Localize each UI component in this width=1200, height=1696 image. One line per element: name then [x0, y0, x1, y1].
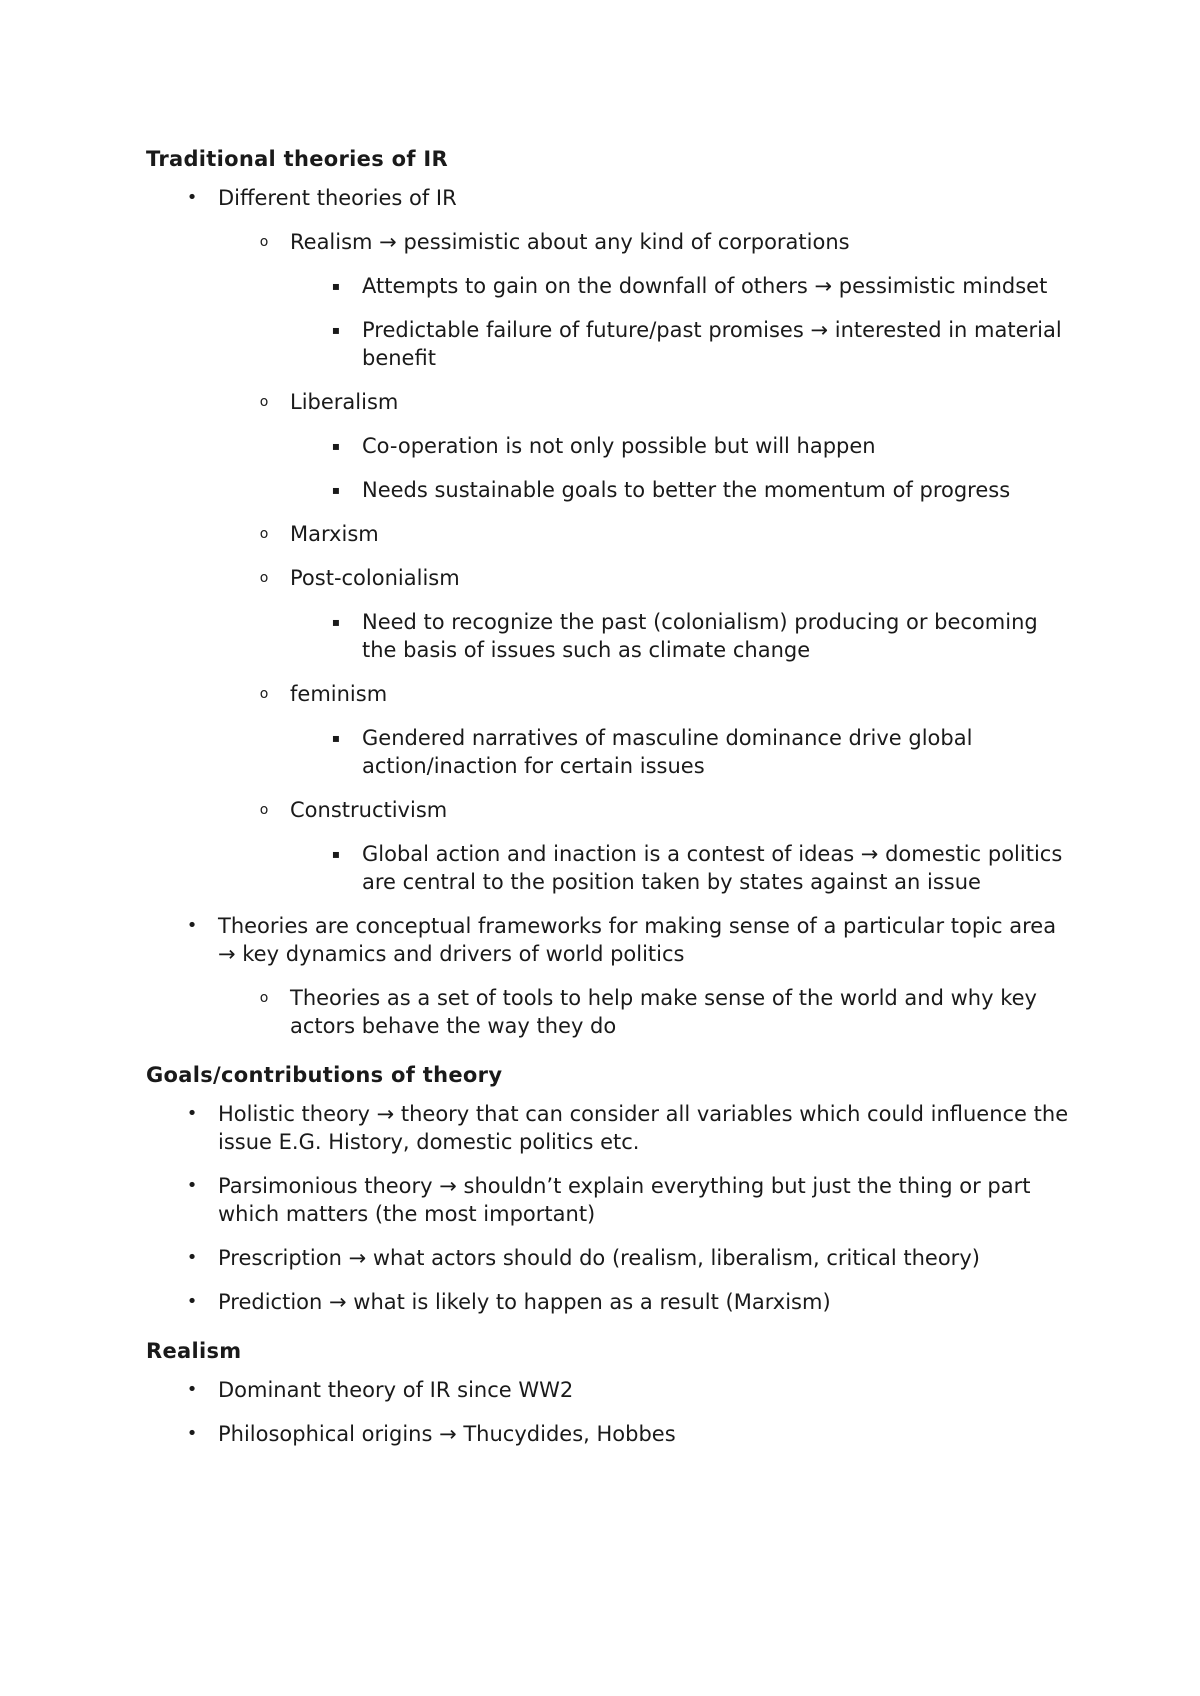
- section: [146, 1332, 1076, 1448]
- circle-marker: o: [259, 234, 269, 250]
- bullet-marker: •: [186, 187, 198, 208]
- circle-marker: o: [259, 990, 269, 1006]
- list-item-level-3: [142, 272, 1076, 300]
- list-item-text: Realism → pessimistic about any kind of corporations: [290, 230, 850, 254]
- square-marker: ▪: [331, 731, 341, 745]
- list-item-text: Co-operation is not only possible but will happen: [362, 434, 876, 458]
- square-marker: ▪: [331, 483, 341, 497]
- list-item-level-3: [142, 316, 1076, 372]
- list-item-level-2: [144, 388, 1076, 504]
- section-heading: Traditional theories of IR: [146, 147, 448, 171]
- bullet-list-level-1: [146, 1376, 1076, 1448]
- list-item-level-1: [146, 1244, 1076, 1272]
- bullet-marker: •: [186, 1247, 198, 1268]
- bullet-list-level-1: [146, 1100, 1076, 1316]
- list-item-level-2: [144, 564, 1076, 664]
- bullet-list-level-3: [290, 608, 1076, 664]
- bullet-list-level-3: [290, 272, 1076, 372]
- list-item-text: Constructivism: [290, 798, 448, 822]
- list-item-level-2: [144, 520, 1076, 548]
- list-item-text: Predictable failure of future/past promises → interested in material benefit: [362, 318, 1062, 370]
- list-item-level-1: [146, 1376, 1076, 1404]
- section-heading: Goals/contributions of theory: [146, 1063, 503, 1087]
- list-item-level-2: [144, 680, 1076, 780]
- bullet-marker: •: [186, 1423, 198, 1444]
- bullet-list-level-2: [218, 228, 1076, 896]
- bullet-marker: •: [186, 1291, 198, 1312]
- list-item-text: Parsimonious theory → shouldn’t explain everything but just the thing or part which matters (the most important): [218, 1174, 1031, 1226]
- list-item-level-1: [146, 1172, 1076, 1228]
- bullet-list-level-3: [290, 840, 1076, 896]
- circle-marker: o: [259, 394, 269, 410]
- list-item-text: Theories are conceptual frameworks for making sense of a particular topic area → key dynamics and drivers of world politics: [218, 914, 1057, 966]
- list-item-text: Prescription → what actors should do (realism, liberalism, critical theory): [218, 1246, 980, 1270]
- list-item-text: Liberalism: [290, 390, 399, 414]
- list-item-text: Theories as a set of tools to help make sense of the world and why key actors behave the way they do: [290, 986, 1037, 1038]
- list-item-level-2: [144, 228, 1076, 372]
- list-item-text: Dominant theory of IR since WW2: [218, 1378, 574, 1402]
- square-marker: ▪: [331, 323, 341, 337]
- circle-marker: o: [259, 526, 269, 542]
- list-item-level-1: [146, 184, 1076, 896]
- list-item-level-3: [142, 608, 1076, 664]
- list-item-text: Holistic theory → theory that can consider all variables which could influence the issue E.G. History, domestic politics etc.: [218, 1102, 1069, 1154]
- list-item-text: Prediction → what is likely to happen as a result (Marxism): [218, 1290, 831, 1314]
- section: [146, 140, 1076, 1040]
- bullet-marker: •: [186, 1379, 198, 1400]
- bullet-marker: •: [186, 915, 198, 936]
- bullet-marker: •: [186, 1175, 198, 1196]
- list-item-text: Philosophical origins → Thucydides, Hobbes: [218, 1422, 676, 1446]
- list-item-level-1: [146, 1288, 1076, 1316]
- section-heading: Realism: [146, 1339, 242, 1363]
- list-item-text: feminism: [290, 682, 388, 706]
- list-item-level-3: [142, 840, 1076, 896]
- square-marker: ▪: [331, 847, 341, 861]
- list-item-text: Different theories of IR: [218, 186, 457, 210]
- list-item-text: Needs sustainable goals to better the momentum of progress: [362, 478, 1011, 502]
- square-marker: ▪: [331, 279, 341, 293]
- list-item-level-3: [142, 476, 1076, 504]
- list-item-text: Post-colonialism: [290, 566, 460, 590]
- square-marker: ▪: [331, 439, 341, 453]
- list-item-text: Gendered narratives of masculine dominance drive global action/inaction for certain issues: [362, 726, 973, 778]
- list-item-level-3: [142, 432, 1076, 460]
- list-item-level-2: [144, 796, 1076, 896]
- section: [146, 1056, 1076, 1316]
- bullet-list-level-3: [290, 724, 1076, 780]
- bullet-list-level-1: [146, 184, 1076, 1040]
- list-item-text: Marxism: [290, 522, 379, 546]
- list-item-text: Need to recognize the past (colonialism) producing or becoming the basis of issues such as climate change: [362, 610, 1038, 662]
- circle-marker: o: [259, 570, 269, 586]
- list-item-text: Attempts to gain on the downfall of others → pessimistic mindset: [362, 274, 1048, 298]
- bullet-list-level-3: [290, 432, 1076, 504]
- document-content: [146, 140, 1076, 1464]
- square-marker: ▪: [331, 615, 341, 629]
- list-item-level-3: [142, 724, 1076, 780]
- list-item-level-1: [146, 912, 1076, 1040]
- circle-marker: o: [259, 686, 269, 702]
- list-item-level-1: [146, 1100, 1076, 1156]
- circle-marker: o: [259, 802, 269, 818]
- list-item-level-1: [146, 1420, 1076, 1448]
- list-item-text: Global action and inaction is a contest of ideas → domestic politics are central to the position taken by states against an issue: [362, 842, 1063, 894]
- list-item-level-2: [144, 984, 1076, 1040]
- bullet-list-level-2: [218, 984, 1076, 1040]
- bullet-marker: •: [186, 1103, 198, 1124]
